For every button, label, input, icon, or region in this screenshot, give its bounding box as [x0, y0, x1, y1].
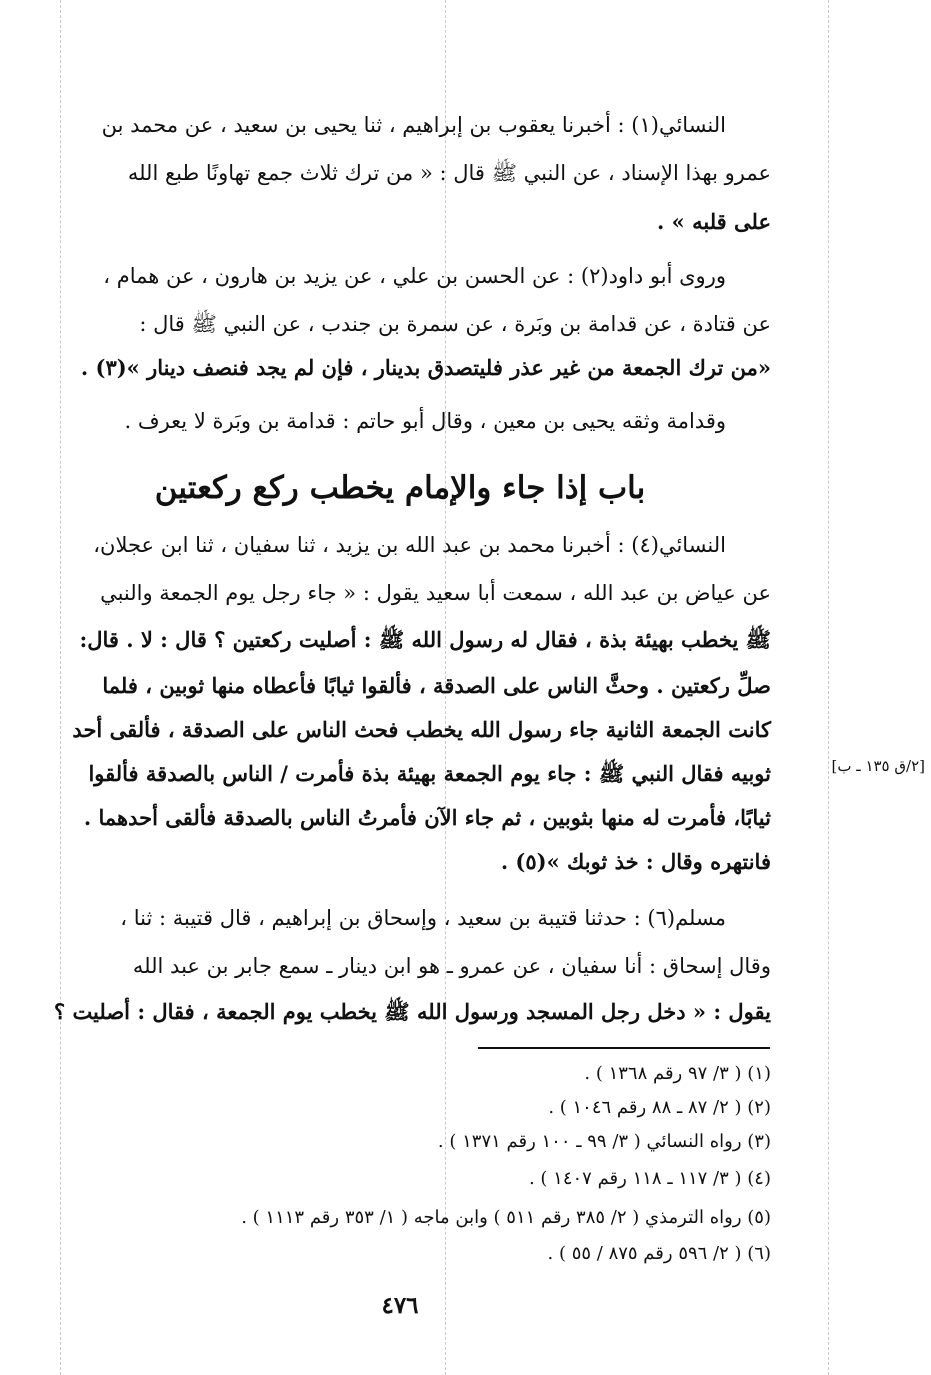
paragraph-abu-dawud-line-1: وروى أبو داود(٢) : عن الحسن بن علي ، عن يزيد بن هارون ، عن همام ،: [103, 264, 726, 288]
chapter-heading: باب إذا جاء والإمام يخطب ركع ركعتين: [154, 470, 646, 506]
paragraph-nasai-2-line-3: ﷺ يخطب بهيئة بذة ، فقال له رسول الله ﷺ : أصليت ركعتين ؟ قال : لا . قال:: [79, 627, 771, 652]
paragraph-muslim-line-3: يقول : « دخل رجل المسجد ورسول الله ﷺ يخطب يوم الجمعة ، فقال : أصليت ؟: [53, 999, 771, 1024]
paragraph-nasai-1-line-3: على قلبه » .: [657, 209, 771, 234]
paragraph-nasai-2-line-6: ثوبيه فقال النبي ﷺ : جاء يوم الجمعة بهيئة بذة فأمرت / الناس بالصدقة فألقوا: [88, 761, 771, 786]
paragraph-nasai-2-line-7: ثيابًا، فأمرت له منها بثوبين ، ثم جاء الآن فأمرتُ الناس بالصدقة فألقى أحدهما .: [83, 805, 771, 830]
paragraph-abu-dawud-line-2: عن قتادة ، عن قدامة بن وبَرة ، عن سمرة بن جندب ، عن النبي ﷺ قال :: [139, 312, 771, 336]
paragraph-nasai-1-line-1: النسائي(١) : أخبرنا يعقوب بن إبراهيم ، ثنا يحيى بن سعيد ، عن محمد بن: [101, 113, 726, 137]
page-number: ٤٧٦: [381, 1292, 419, 1319]
paragraph-nasai-2-line-4: صلِّ ركعتين . وحثَّ الناس على الصدقة ، فألقوا ثيابًا فأعطاه منها ثوبين ، فلما: [102, 673, 771, 698]
scan-guide-line: [828, 0, 829, 1375]
paragraph-nasai-2-line-2: عن عياض بن عبد الله ، سمعت أبا سعيد يقول : « جاء رجل يوم الجمعة والنبي: [100, 581, 771, 605]
paragraph-nasai-2-line-8: فانتهره وقال : خذ ثوبك »(٥) .: [500, 849, 771, 874]
paragraph-muslim-line-2: وقال إسحاق : أنا سفيان ، عن عمرو ـ هو ابن دينار ـ سمع جابر بن عبد الله: [132, 954, 771, 978]
scan-guide-line: [60, 0, 61, 1375]
paragraph-nasai-2-line-5: كانت الجمعة الثانية جاء رسول الله يخطب فحث الناس على الصدقة ، فألقى أحد: [72, 717, 771, 742]
footnote-6: (٦) ( ٢/ ٥٩٦ رقم ٨٧٥ / ٥٥ ) .: [547, 1243, 771, 1264]
paragraph-muslim-line-1: مسلم(٦) : حدثنا قتيبة بن سعيد ، وإسحاق بن إبراهيم ، قال قتيبة : ثنا ،: [120, 906, 726, 930]
paragraph-nasai-2-line-1: النسائي(٤) : أخبرنا محمد بن عبد الله بن يزيد ، ثنا سفيان ، ثنا ابن عجلان،: [93, 533, 726, 557]
manuscript-folio-note: [٢/ق ١٣٥ ـ ب]: [831, 757, 925, 775]
footnote-4: (٤) ( ٣/ ١١٧ ـ ١١٨ رقم ١٤٠٧ ) .: [528, 1168, 771, 1189]
paragraph-qudama-note: وقدامة وثقه يحيى بن معين ، وقال أبو حاتم : قدامة بن وبَرة لا يعرف .: [124, 409, 726, 433]
footnote-5: (٥) رواه الترمذي ( ٢/ ٣٨٥ رقم ٥١١ ) وابن ماجه ( ١/ ٣٥٣ رقم ١١١٣ ) .: [241, 1207, 771, 1228]
footnote-3: (٣) رواه النسائي ( ٣/ ٩٩ ـ ١٠٠ رقم ١٣٧١ ) .: [437, 1131, 771, 1152]
footnote-2: (٢) ( ٢/ ٨٧ ـ ٨٨ رقم ١٠٤٦ ) .: [548, 1097, 771, 1118]
paragraph-nasai-1-line-2: عمرو بهذا الإسناد ، عن النبي ﷺ قال : « من ترك ثلاث جمع تهاونًا طبع الله: [127, 161, 771, 185]
footnote-1: (١) ( ٣/ ٩٧ رقم ١٣٦٨ ) .: [584, 1063, 771, 1084]
paragraph-abu-dawud-line-3: «من ترك الجمعة من غير عذر فليتصدق بدينار ، فإن لم يجد فنصف دينار »(٣) .: [80, 355, 771, 380]
footnote-separator: [478, 1047, 770, 1049]
